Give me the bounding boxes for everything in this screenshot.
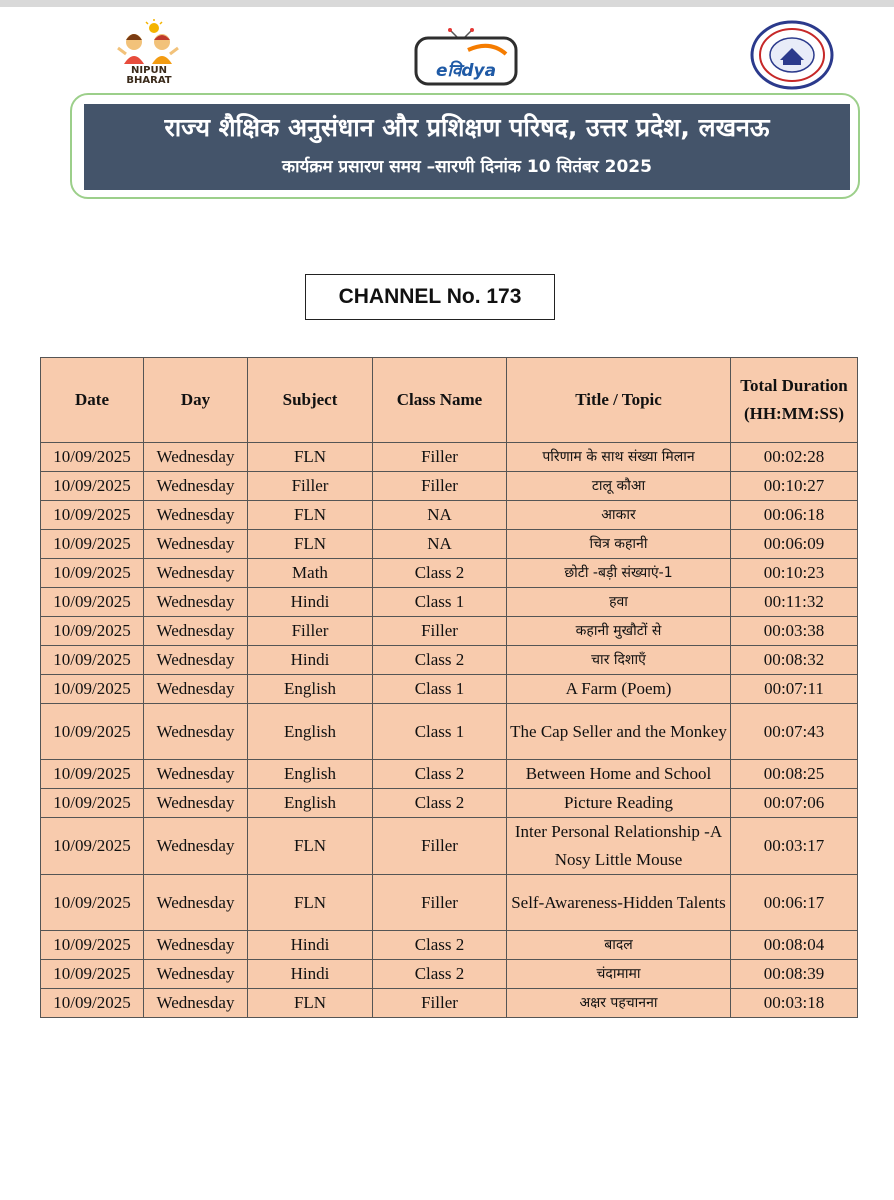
cell-day: Wednesday bbox=[144, 559, 248, 588]
cell-duration: 00:08:04 bbox=[731, 931, 858, 960]
cell-date: 10/09/2025 bbox=[41, 704, 144, 760]
table-row bbox=[41, 960, 858, 989]
cell-date: 10/09/2025 bbox=[41, 472, 144, 501]
cell-title-topic: छोटी -बड़ी संख्याएं-1 bbox=[507, 559, 731, 588]
cell-class-name: Class 2 bbox=[373, 789, 507, 818]
cell-title-topic: बादल bbox=[507, 931, 731, 960]
cell-duration: 00:10:27 bbox=[731, 472, 858, 501]
cell-title-topic: आकार bbox=[507, 501, 731, 530]
cell-subject: Hindi bbox=[248, 588, 373, 617]
cell-class-name: Class 2 bbox=[373, 931, 507, 960]
cell-duration: 00:07:11 bbox=[731, 675, 858, 704]
cell-title-topic: परिणाम के साथ संख्या मिलान bbox=[507, 443, 731, 472]
cell-date: 10/09/2025 bbox=[41, 588, 144, 617]
cell-date: 10/09/2025 bbox=[41, 760, 144, 789]
cell-day: Wednesday bbox=[144, 931, 248, 960]
cell-day: Wednesday bbox=[144, 588, 248, 617]
table-row bbox=[41, 443, 858, 472]
header-total-duration: Total Duration (HH:MM:SS) bbox=[731, 358, 858, 443]
header-date: Date bbox=[41, 358, 144, 443]
cell-date: 10/09/2025 bbox=[41, 501, 144, 530]
cell-duration: 00:07:43 bbox=[731, 704, 858, 760]
cell-duration: 00:08:32 bbox=[731, 646, 858, 675]
cell-class-name: Class 2 bbox=[373, 559, 507, 588]
table-row bbox=[41, 675, 858, 704]
cell-title-topic: चित्र कहानी bbox=[507, 530, 731, 559]
cell-subject: FLN bbox=[248, 501, 373, 530]
cell-duration: 00:06:09 bbox=[731, 530, 858, 559]
cell-date: 10/09/2025 bbox=[41, 530, 144, 559]
cell-day: Wednesday bbox=[144, 443, 248, 472]
header-class-name: Class Name bbox=[373, 358, 507, 443]
table-row bbox=[41, 617, 858, 646]
cell-class-name: Filler bbox=[373, 472, 507, 501]
cell-class-name: Filler bbox=[373, 818, 507, 875]
cell-title-topic: Between Home and School bbox=[507, 760, 731, 789]
cell-day: Wednesday bbox=[144, 760, 248, 789]
table-row bbox=[41, 501, 858, 530]
cell-class-name: Class 2 bbox=[373, 760, 507, 789]
cell-day: Wednesday bbox=[144, 818, 248, 875]
table-row bbox=[41, 588, 858, 617]
cell-subject: FLN bbox=[248, 989, 373, 1018]
cell-class-name: Filler bbox=[373, 989, 507, 1018]
cell-date: 10/09/2025 bbox=[41, 559, 144, 588]
cell-title-topic: चार दिशाएँ bbox=[507, 646, 731, 675]
header-banner bbox=[84, 104, 850, 190]
cell-day: Wednesday bbox=[144, 646, 248, 675]
cell-title-topic: टालू कौआ bbox=[507, 472, 731, 501]
cell-title-topic: Picture Reading bbox=[507, 789, 731, 818]
cell-duration: 00:07:06 bbox=[731, 789, 858, 818]
schedule-table bbox=[40, 357, 858, 1018]
table-row bbox=[41, 760, 858, 789]
header-day: Day bbox=[144, 358, 248, 443]
cell-date: 10/09/2025 bbox=[41, 931, 144, 960]
cell-subject: English bbox=[248, 704, 373, 760]
table-row bbox=[41, 931, 858, 960]
cell-class-name: Filler bbox=[373, 443, 507, 472]
cell-subject: Math bbox=[248, 559, 373, 588]
table-row bbox=[41, 818, 858, 875]
cell-title-topic: हवा bbox=[507, 588, 731, 617]
cell-subject: Filler bbox=[248, 617, 373, 646]
cell-title-topic: A Farm (Poem) bbox=[507, 675, 731, 704]
cell-day: Wednesday bbox=[144, 989, 248, 1018]
cell-day: Wednesday bbox=[144, 789, 248, 818]
cell-day: Wednesday bbox=[144, 530, 248, 559]
cell-duration: 00:06:17 bbox=[731, 875, 858, 931]
table-header-row bbox=[41, 358, 858, 443]
cell-duration: 00:02:28 bbox=[731, 443, 858, 472]
table-row bbox=[41, 875, 858, 931]
cell-class-name: NA bbox=[373, 530, 507, 559]
cell-day: Wednesday bbox=[144, 617, 248, 646]
cell-class-name: NA bbox=[373, 501, 507, 530]
cell-subject: Filler bbox=[248, 472, 373, 501]
cell-title-topic: The Cap Seller and the Monkey bbox=[507, 704, 731, 760]
cell-subject: English bbox=[248, 789, 373, 818]
cell-class-name: Class 1 bbox=[373, 675, 507, 704]
cell-class-name: Class 1 bbox=[373, 588, 507, 617]
cell-day: Wednesday bbox=[144, 875, 248, 931]
institute-title: राज्य शैक्षिक अनुसंधान और प्रशिक्षण परिषद, उत्तर प्रदेश, लखनऊ bbox=[164, 113, 770, 142]
cell-date: 10/09/2025 bbox=[41, 789, 144, 818]
cell-title-topic: Inter Personal Relationship -A Nosy Little Mouse bbox=[507, 818, 731, 875]
cell-day: Wednesday bbox=[144, 501, 248, 530]
cell-date: 10/09/2025 bbox=[41, 646, 144, 675]
cell-subject: Hindi bbox=[248, 931, 373, 960]
top-bar bbox=[0, 0, 894, 7]
cell-duration: 00:03:17 bbox=[731, 818, 858, 875]
nipun-logo-text: NIPUN BHARAT bbox=[126, 65, 172, 86]
cell-date: 10/09/2025 bbox=[41, 675, 144, 704]
cell-class-name: Class 2 bbox=[373, 646, 507, 675]
cell-date: 10/09/2025 bbox=[41, 617, 144, 646]
table-row bbox=[41, 559, 858, 588]
table-row bbox=[41, 472, 858, 501]
cell-duration: 00:03:38 bbox=[731, 617, 858, 646]
cell-duration: 00:03:18 bbox=[731, 989, 858, 1018]
cell-title-topic: Self-Awareness-Hidden Talents bbox=[507, 875, 731, 931]
cell-class-name: Filler bbox=[373, 617, 507, 646]
table-row bbox=[41, 789, 858, 818]
cell-subject: English bbox=[248, 675, 373, 704]
schedule-subtitle: कार्यक्रम प्रसारण समय –सारणी दिनांक 10 सितंबर 2025 bbox=[282, 157, 652, 177]
cell-subject: FLN bbox=[248, 818, 373, 875]
cell-title-topic: कहानी मुखौटों से bbox=[507, 617, 731, 646]
cell-title-topic: अक्षर पहचानना bbox=[507, 989, 731, 1018]
cell-subject: FLN bbox=[248, 875, 373, 931]
cell-duration: 00:08:39 bbox=[731, 960, 858, 989]
cell-duration: 00:11:32 bbox=[731, 588, 858, 617]
evidya-logo bbox=[410, 28, 522, 88]
cell-class-name: Class 1 bbox=[373, 704, 507, 760]
cell-subject: FLN bbox=[248, 530, 373, 559]
scert-seal-logo bbox=[750, 20, 834, 90]
cell-duration: 00:10:23 bbox=[731, 559, 858, 588]
cell-duration: 00:06:18 bbox=[731, 501, 858, 530]
cell-class-name: Class 2 bbox=[373, 960, 507, 989]
cell-subject: English bbox=[248, 760, 373, 789]
cell-day: Wednesday bbox=[144, 704, 248, 760]
header-subject: Subject bbox=[248, 358, 373, 443]
cell-subject: FLN bbox=[248, 443, 373, 472]
table-row bbox=[41, 646, 858, 675]
cell-date: 10/09/2025 bbox=[41, 875, 144, 931]
cell-subject: Hindi bbox=[248, 960, 373, 989]
cell-date: 10/09/2025 bbox=[41, 443, 144, 472]
cell-date: 10/09/2025 bbox=[41, 989, 144, 1018]
cell-date: 10/09/2025 bbox=[41, 960, 144, 989]
evidya-logo-text: eविdya bbox=[435, 61, 497, 81]
cell-day: Wednesday bbox=[144, 675, 248, 704]
cell-day: Wednesday bbox=[144, 960, 248, 989]
cell-class-name: Filler bbox=[373, 875, 507, 931]
table-row bbox=[41, 989, 858, 1018]
table-row bbox=[41, 704, 858, 760]
cell-subject: Hindi bbox=[248, 646, 373, 675]
table-row bbox=[41, 530, 858, 559]
cell-title-topic: चंदामामा bbox=[507, 960, 731, 989]
cell-date: 10/09/2025 bbox=[41, 818, 144, 875]
channel-label: CHANNEL No. 173 bbox=[305, 274, 555, 320]
cell-day: Wednesday bbox=[144, 472, 248, 501]
header-title-topic: Title / Topic bbox=[507, 358, 731, 443]
nipun-bharat-logo bbox=[104, 18, 194, 94]
cell-duration: 00:08:25 bbox=[731, 760, 858, 789]
